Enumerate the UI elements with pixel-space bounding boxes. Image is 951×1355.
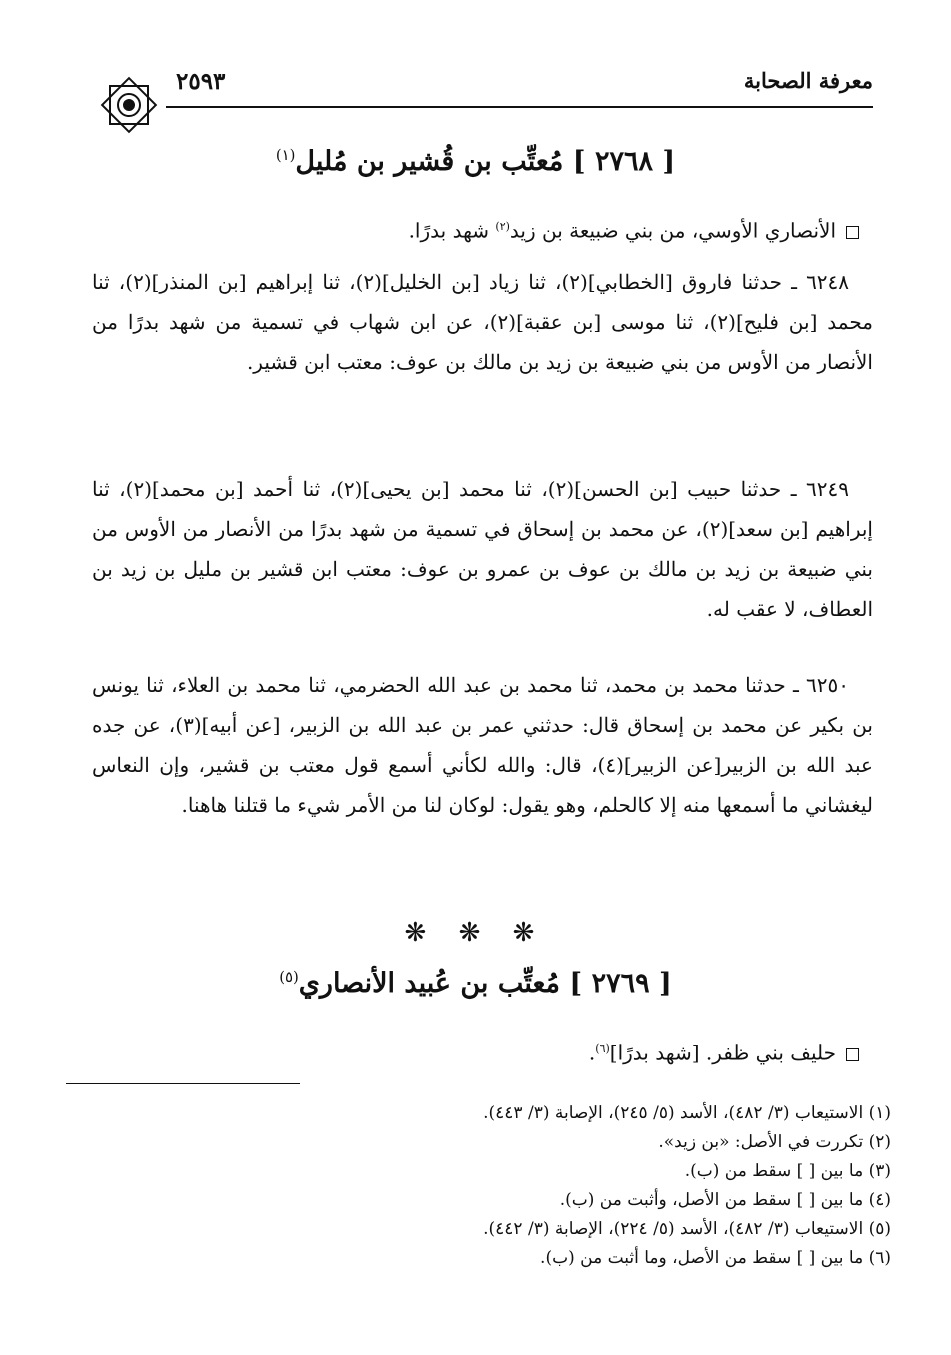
book-title: معرفة الصحابة: [743, 68, 873, 93]
section-separator: ❋ ❋ ❋: [404, 918, 547, 948]
entry-title-2768: [0, 146, 951, 177]
footnote-ref: (٢): [495, 220, 510, 233]
entry-name: مُعتِّب بن عُبيد الأنصاري: [298, 968, 560, 999]
entry-number: [ ٢٧٦٨ ]: [572, 146, 676, 177]
footnote: (٢) تكررت في الأصل: «بن زيد».: [658, 1132, 891, 1152]
footnote-ref: (٥): [279, 968, 299, 986]
entry-name: مُعتِّب بن قُشير بن مُليل: [295, 146, 564, 177]
hadith-paragraph: ٦٢٥٠ ـ حدثنا محمد بن محمد، ثنا محمد بن عبد الله الحضرمي، ثنا محمد بن العلاء، ثنا يونس بن بكير عن محمد بن إسحاق قال: حدثني عمر بن عبد الله بن الزبير، [عن أبيه](٣)، عن جده عبد الله بن الزبير[عن الزبير](٤)، قال: والله لكأني أسمع قول معتب بن قشير، وإن النعاس ليغشاني ما أسمعها منه إلا كالحلم، وهو يقول: لوكان لنا من الأمر شيء ما قتلنا هاهنا.: [92, 673, 873, 817]
hadith-paragraph: ٦٢٤٩ ـ حدثنا حبيب [بن الحسن](٢)، ثنا محمد [بن يحيى](٢)، ثنا أحمد [بن محمد](٢)، ثنا إبراهيم [بن سعد](٢)، عن محمد بن إسحاق في تسمية من شهد بدرًا من الأنصار من الأوس من بني ضبيعة بن زيد بن مالك بن عوف بن عمرو بن عوف: معتب ابن قشير بن مليل بن زيد بن العطاف، لا عقب له.: [92, 477, 873, 621]
footnote-rule: [66, 1083, 300, 1084]
footnote-ref: (١): [275, 146, 296, 164]
footnotes: [100, 1099, 891, 1273]
page-number: ٢٥٩٣: [176, 68, 226, 95]
entry-description-2768: [100, 210, 859, 248]
footnote: (٤) ما بين [ ] سقط من الأصل، وأثبت من (ب).: [559, 1190, 891, 1210]
entry-title-2769: [0, 968, 951, 999]
footnote: (٦) ما بين [ ] سقط من الأصل، وما أثبت من (ب).: [540, 1248, 891, 1268]
star-ornament-icon: [96, 72, 162, 138]
entry-description-2769: [100, 1032, 859, 1070]
square-bullet-icon: [846, 226, 859, 239]
footnote: (٥) الاستيعاب (٣/ ٤٨٢)، الأسد (٥/ ٢٢٤)، الإصابة (٣/ ٤٤٢).: [483, 1219, 891, 1239]
header-rule: [166, 106, 873, 108]
description-text: شهد بدرًا.: [408, 218, 490, 243]
description-text: حليف بني ظفر. [شهد بدرًا]: [609, 1040, 836, 1065]
footnote: (١) الاستيعاب (٣/ ٤٨٢)، الأسد (٥/ ٢٤٥)، الإصابة (٣/ ٤٤٣).: [483, 1103, 891, 1123]
footnote-ref: (٦): [595, 1042, 610, 1055]
description-text: .: [588, 1040, 596, 1065]
page-header: [96, 62, 873, 106]
hadith-paragraph: ٦٢٤٨ ـ حدثنا فاروق [الخطابي](٢)، ثنا زياد [بن الخليل](٢)، ثنا إبراهيم [بن المنذر](٢)، ثنا محمد [بن فليح](٢)، ثنا موسى [بن عقبة](٢)، عن ابن شهاب في تسمية من شهد بدرًا من الأنصار من الأوس من بني ضبيعة بن زيد بن مالك بن عوف: معتب ابن قشير.: [92, 270, 873, 374]
footnote: (٣) ما بين [ ] سقط من (ب).: [684, 1161, 891, 1181]
entry-number: [ ٢٧٦٩ ]: [569, 968, 672, 999]
description-text: الأنصاري الأوسي، من بني ضبيعة بن زيد: [509, 218, 836, 243]
square-bullet-icon: [846, 1048, 859, 1061]
